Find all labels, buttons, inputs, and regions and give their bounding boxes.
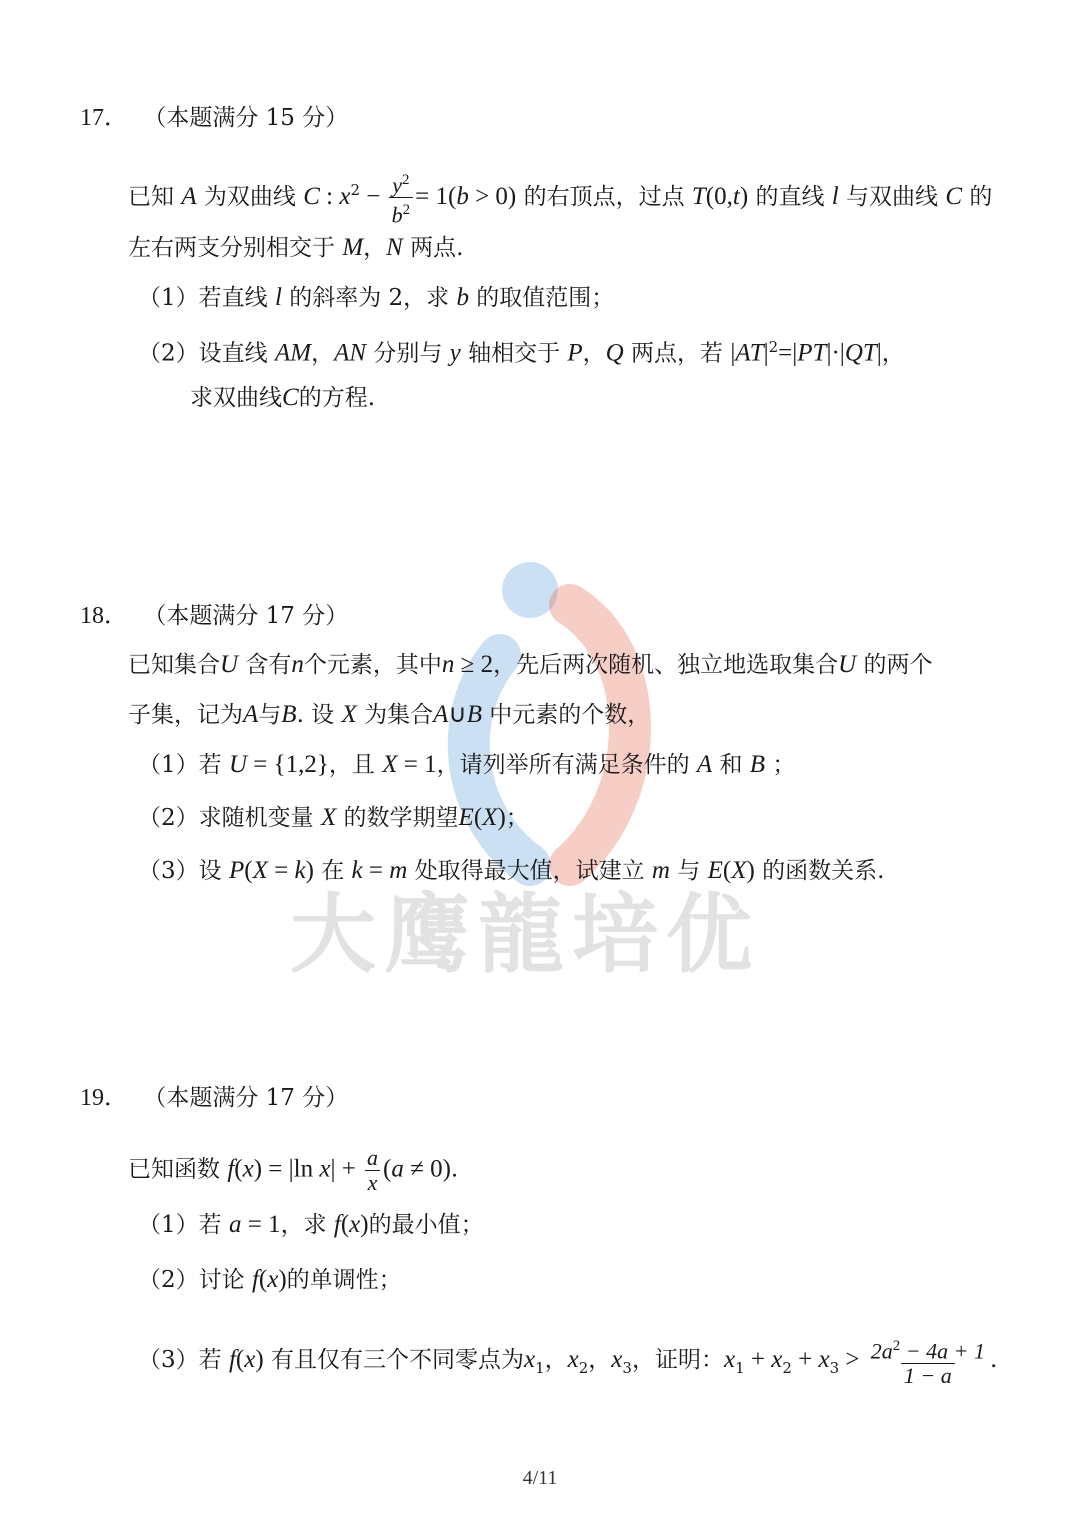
q19-title [80, 1083, 348, 1113]
q19-stem-text: 已知函数 [128, 1156, 220, 1183]
math: k [351, 857, 363, 884]
q18-stem-text: 与 [258, 702, 282, 728]
q18-header: （本题满分 17 分） [143, 603, 349, 629]
math: > [839, 1346, 866, 1374]
math: b [456, 284, 469, 311]
math: =| [778, 339, 798, 367]
q17-stem-text: 的 [969, 183, 993, 210]
math: A [696, 751, 713, 778]
math: ， [588, 1347, 612, 1374]
math: 2 [782, 1358, 792, 1377]
math: x [319, 1155, 331, 1183]
math: l [831, 182, 839, 210]
watermark-text: 大鹰龍培优 [290, 885, 760, 985]
fraction: $\frac{y^2}{b^2}$ [389, 168, 414, 228]
math: 2 [768, 338, 779, 356]
q18-part-text: 若 [198, 752, 222, 778]
math: 2 [350, 181, 361, 200]
q18-part-text: 处取得最大值，试建立 [414, 858, 645, 884]
watermark-blue-dot [502, 562, 558, 618]
q18-part-text: ，且 [328, 752, 375, 778]
q18-stem-text: . 设 [296, 702, 335, 728]
q18-stem-text: 含有 [245, 652, 292, 678]
math: ( [722, 857, 732, 884]
math: ≠ 0) [403, 1155, 451, 1183]
q18-stem-text: 的两个 [863, 652, 933, 678]
q19-part3 [138, 1334, 997, 1388]
math: f [228, 1346, 236, 1374]
q17-stem-line2 [128, 233, 463, 263]
math: 3 [829, 1358, 840, 1377]
math: ( [258, 1266, 268, 1293]
q17-stem-line1 [128, 168, 992, 228]
math: 2 [578, 1358, 589, 1377]
page-number: 4/11 [522, 1467, 558, 1489]
q17-stem-text: 与双曲线 [846, 183, 939, 210]
math: X [341, 701, 357, 728]
math: U [838, 651, 857, 678]
math: A [243, 701, 259, 728]
q18-stem-line2 [128, 700, 650, 730]
q19-part-label: （3） [138, 1347, 199, 1374]
q17-title [80, 103, 348, 133]
q17-stem-text: 的直线 [755, 183, 825, 210]
q18-stem-text: 中元素的个数， [489, 702, 651, 728]
math: ， [363, 235, 387, 261]
math: m [389, 857, 408, 884]
math: x [339, 182, 351, 210]
math: E [458, 804, 474, 831]
math: X [252, 857, 268, 884]
math: |·| [826, 339, 845, 367]
math: x [567, 1346, 579, 1374]
math: x [244, 1346, 256, 1374]
q19-part1 [138, 1210, 484, 1240]
math: ( [473, 804, 483, 831]
math: ) [746, 857, 755, 884]
math: > 0) [468, 182, 517, 210]
math: = {1,2} [247, 751, 329, 778]
math: E [707, 857, 723, 884]
math: M [342, 234, 364, 261]
q17-stem-text: 两点. [410, 235, 464, 261]
math: AN [334, 339, 367, 367]
math: x [611, 1346, 623, 1374]
q18-part-text: 求随机变量 [198, 805, 314, 831]
q17-part-text: 的取值范围； [476, 285, 615, 311]
q18-part3 [138, 856, 884, 886]
q17-part1 [138, 283, 614, 313]
q17-part-text: 分别与 [373, 340, 443, 367]
math: x [267, 1266, 279, 1293]
math: QT [844, 339, 877, 367]
math: Q [605, 339, 624, 367]
math: − [360, 182, 387, 210]
q17-part2 [138, 332, 905, 369]
math: ∪ [448, 701, 467, 728]
math: PT [797, 339, 827, 367]
math: : [319, 182, 340, 210]
math: | + [330, 1155, 363, 1183]
math: x [242, 1155, 254, 1183]
math: C [282, 384, 299, 411]
q18-stem-text: 子集，记为 [128, 702, 243, 728]
math: X [731, 857, 747, 884]
q18-part-text: ； [772, 752, 796, 778]
math: x [523, 1346, 536, 1374]
q19-part-text: 若 [198, 1212, 222, 1238]
q19-stem-text: . [450, 1156, 459, 1183]
q19-part-label: （1） [138, 1212, 199, 1238]
q17-part-text: 的方程. [298, 385, 375, 411]
math: t [732, 182, 740, 210]
math: ) = |ln [253, 1155, 320, 1183]
math: n [441, 651, 455, 678]
math: a [228, 1211, 242, 1238]
q19-part-text: ，求 [280, 1212, 327, 1238]
math: = 1 [241, 1211, 281, 1238]
math: f [333, 1211, 341, 1238]
q17-stem-text: 已知 [128, 183, 174, 210]
fraction: $\frac{2a^2 - 4a + 1}{1 - a}$ [870, 1338, 985, 1389]
math: = 1 [397, 751, 437, 778]
q17-part-text: 若直线 [198, 285, 268, 311]
math: + [791, 1346, 819, 1374]
q19-part-text: ，证明： [631, 1347, 724, 1374]
q19-number: 19． [80, 1085, 128, 1111]
math: ， [881, 340, 905, 367]
math: U [220, 651, 239, 678]
q18-part-label: （1） [138, 752, 199, 778]
q17-header: （本题满分 15 分） [143, 105, 349, 131]
math: X [320, 804, 337, 831]
math: n [291, 651, 304, 678]
math: ( [383, 1155, 392, 1183]
math: ) [305, 857, 314, 884]
q19-header: （本题满分 17 分） [143, 1085, 349, 1111]
q19-part-text: 若 [198, 1347, 222, 1374]
q17-number: 17． [80, 105, 128, 131]
math: X [482, 804, 498, 831]
math: B [281, 701, 297, 728]
math: a [391, 1155, 404, 1183]
math: (0, [705, 182, 733, 210]
q17-part-text: 轴相交于 [468, 340, 561, 367]
q18-part-text: 和 [719, 752, 743, 778]
q18-stem-text: 已知集合 [128, 652, 220, 678]
math: 1 [535, 1358, 545, 1377]
math: m [651, 857, 670, 884]
math: T [691, 182, 706, 210]
math: 1 [735, 1358, 745, 1377]
math: + [744, 1346, 772, 1374]
math: C [303, 182, 320, 210]
math: x [818, 1346, 830, 1374]
math: A [181, 182, 197, 210]
q18-part-text: 的数学期望 [343, 805, 459, 831]
math: x [723, 1346, 736, 1374]
math: | [763, 339, 769, 367]
q18-part2 [138, 803, 529, 833]
math: A [433, 701, 449, 728]
math: k [294, 857, 306, 884]
math: b [456, 182, 469, 210]
math: B [466, 701, 482, 728]
math: ) [360, 1211, 369, 1238]
math: ) [278, 1266, 287, 1293]
q19-part-text: 讨论 [198, 1267, 245, 1293]
math: ( [244, 857, 253, 884]
math: P [228, 857, 245, 884]
q18-stem-text: 为集合 [364, 702, 434, 728]
q18-stem-text: ，先后两次随机、独立地选取集合 [493, 652, 839, 678]
q18-part-label: （3） [138, 858, 199, 884]
math: AT [735, 339, 764, 367]
math: f [227, 1155, 235, 1183]
math: C [945, 182, 963, 210]
q18-part-text: 设 [198, 858, 222, 884]
math: P [567, 339, 583, 367]
fraction: $\frac{a}{x}$ [364, 1146, 381, 1195]
math: X [382, 751, 398, 778]
math: | [876, 339, 882, 367]
q18-part1 [138, 750, 795, 780]
math: y [449, 339, 461, 367]
q17-part-text: 求双曲线 [190, 385, 282, 411]
q17-stem-text: 左右两支分别相交于 [128, 235, 335, 261]
math: x [349, 1211, 361, 1238]
q17-part-label: （1） [138, 285, 199, 311]
q17-part-text: 的斜率为 2，求 [289, 285, 450, 311]
q18-part-text: ，请列举所有满足条件的 [436, 752, 690, 778]
math: = [362, 857, 390, 884]
q18-number: 18． [80, 603, 128, 629]
math: ( [235, 1346, 245, 1374]
q19-part-text: 有且仅有三个不同零点为 [270, 1347, 524, 1374]
q18-part-text: 在 [321, 858, 345, 884]
q17-stem-text: 为双曲线 [203, 183, 296, 210]
q19-part-label: （2） [138, 1267, 199, 1293]
math: ) [739, 182, 749, 210]
math: AM [274, 339, 312, 367]
math: ) [497, 804, 506, 831]
q19-part-text: 的最小值； [368, 1212, 484, 1238]
q19-part-text: 的单调性； [286, 1267, 402, 1293]
math: ) [255, 1346, 264, 1374]
q18-stem-text: 个元素，其中 [303, 652, 442, 678]
math: U [228, 751, 248, 778]
q17-part-text: 设直线 [198, 340, 268, 367]
q18-title [80, 601, 348, 631]
q18-part-text: 的函数关系. [762, 858, 885, 884]
math: = 1( [415, 182, 457, 210]
math: x [771, 1346, 783, 1374]
q18-part-label: （2） [138, 805, 199, 831]
math: ( [234, 1155, 243, 1183]
q17-stem-text: 的右顶点，过点 [523, 183, 685, 210]
math: ≥ 2 [454, 651, 494, 678]
q18-stem-line1 [128, 650, 932, 680]
q19-part2 [138, 1265, 402, 1295]
watermark-red-arc [570, 605, 630, 865]
math: ， [311, 340, 335, 367]
math: B [749, 751, 766, 778]
math: | [730, 339, 736, 367]
math: ( [340, 1211, 350, 1238]
q19-stem [128, 1146, 458, 1195]
q18-part-text: ； [505, 805, 529, 831]
math: N [386, 234, 403, 261]
math: 3 [622, 1358, 632, 1377]
q18-part-text: 与 [677, 858, 701, 884]
math: l [274, 284, 282, 311]
math: ， [582, 340, 606, 367]
q19-part-text: . [989, 1347, 998, 1374]
math: = [267, 857, 295, 884]
math: f [251, 1266, 259, 1293]
math: ， [544, 1347, 568, 1374]
q17-part2-line2 [190, 383, 375, 413]
q17-part-label: （2） [138, 340, 199, 367]
q17-part-text: 两点，若 [631, 340, 724, 367]
